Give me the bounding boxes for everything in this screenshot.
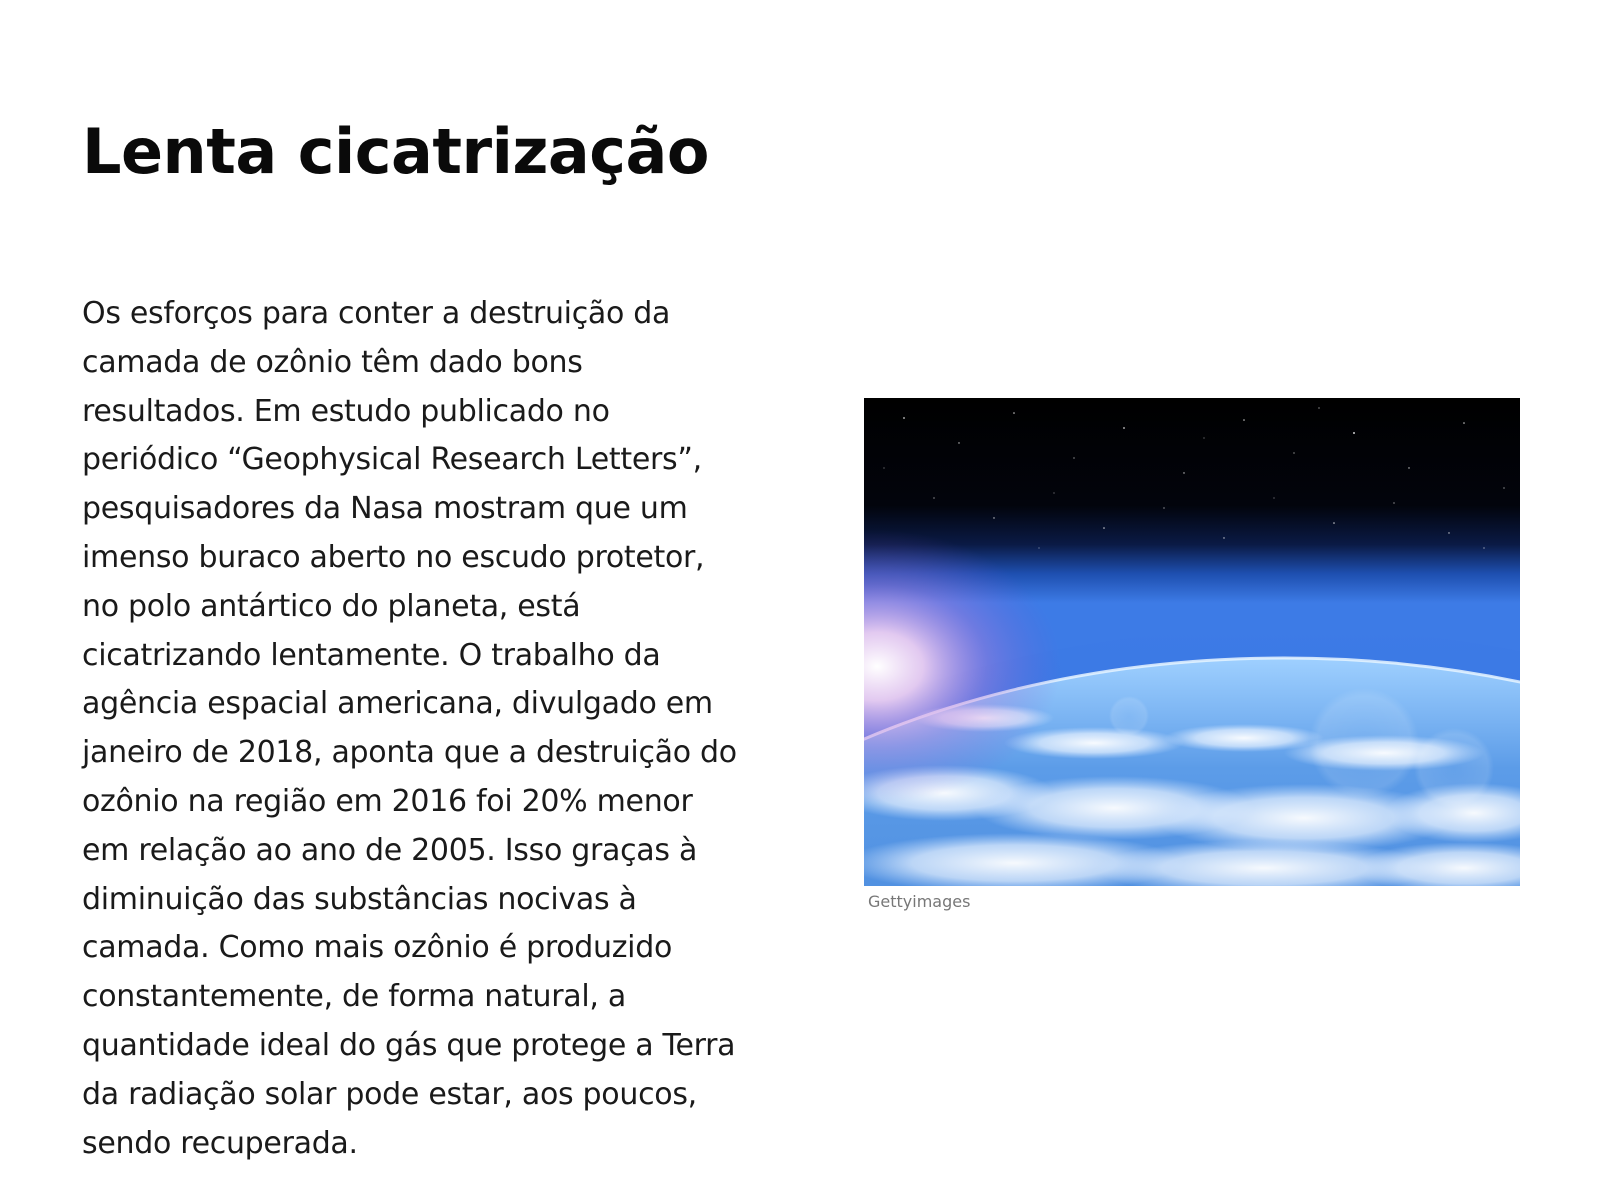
body-line: cicatrizando lentamente. O trabalho da [82,637,661,673]
body-line: imenso buraco aberto no escudo protetor, [82,539,705,575]
body-line: pesquisadores da Nasa mostram que um [82,491,688,527]
body-line: camada. Como mais ozônio é produzido [82,930,673,966]
body-line: quantidade ideal do gás que protege a Terra [82,1027,736,1063]
body-line: ozônio na região em 2016 foi 20% menor [82,783,693,819]
body-line: sendo recuperada. [82,1125,358,1161]
article-title: Lenta cicatrização [82,115,709,188]
body-line: em relação ao ano de 2005. Isso graças à [82,832,698,868]
body-line: agência espacial americana, divulgado em [82,686,713,722]
body-line: Os esforços para conter a destruição da [82,296,671,331]
body-line: constantemente, de forma natural, a [82,979,626,1015]
body-line: camada de ozônio têm dado bons [82,344,583,380]
earth-photo-figure [864,398,1520,888]
earth-from-space-photo [864,398,1520,886]
body-line: janeiro de 2018, aponta que a destruição do [82,735,737,771]
article-body [82,290,842,1168]
body-line: periódico “Geophysical Research Letters”, [82,442,702,478]
body-line: resultados. Em estudo publicado no [82,393,610,429]
body-line: diminuição das substâncias nocivas à [82,881,637,917]
body-line: da radiação solar pode estar, aos poucos, [82,1076,697,1112]
body-line: no polo antártico do planeta, está [82,588,581,624]
photo-credit: Gettyimages [868,892,971,911]
